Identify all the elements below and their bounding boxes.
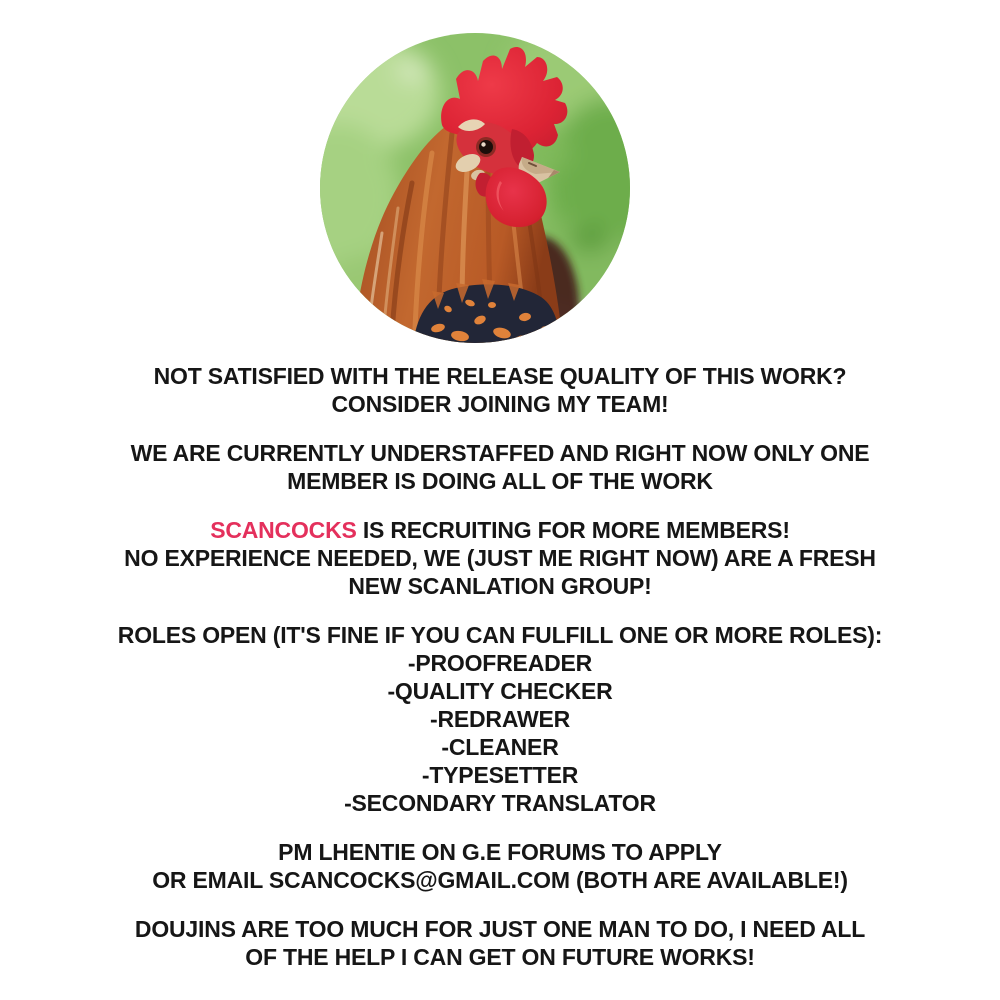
understaffed-line-1: WE ARE CURRENTLY UNDERSTAFFED AND RIGHT NOW ONLY ONE (130, 440, 870, 466)
understaffed-paragraph (0, 439, 1000, 495)
contact-line-2: OR EMAIL SCANCOCKS@GMAIL.COM (BOTH ARE AVAILABLE!) (152, 867, 848, 893)
outro-line-2: OF THE HELP I CAN GET ON FUTURE WORKS! (245, 944, 755, 970)
intro-line-2: CONSIDER JOINING MY TEAM! (331, 391, 669, 417)
roles-heading: ROLES OPEN (IT'S FINE IF YOU CAN FULFILL ONE OR MORE ROLES): (117, 622, 883, 648)
rooster-avatar (320, 33, 630, 343)
outro-paragraph (0, 915, 1000, 971)
intro-line-1: NOT SATISFIED WITH THE RELEASE QUALITY OF THIS WORK? (153, 363, 847, 389)
role-item-secondary-translator: -SECONDARY TRANSLATOR (344, 790, 656, 816)
rooster-photo-icon (320, 33, 630, 343)
recruiting-line-3: NEW SCANLATION GROUP! (348, 573, 652, 599)
recruiting-line-2: NO EXPERIENCE NEEDED, WE (JUST ME RIGHT NOW) ARE A FRESH (124, 545, 876, 571)
role-item-proofreader: -PROOFREADER (407, 650, 593, 676)
contact-line-1: PM LHENTIE ON G.E FORUMS TO APPLY (278, 839, 722, 865)
recruiting-line-1 (0, 516, 1000, 544)
role-item-redrawer: -REDRAWER (429, 706, 571, 732)
contact-paragraph (0, 838, 1000, 894)
understaffed-line-2: MEMBER IS DOING ALL OF THE WORK (287, 468, 713, 494)
roles-paragraph (0, 621, 1000, 817)
role-item-cleaner: -CLEANER (441, 734, 559, 760)
recruiting-line-1-rest: IS RECRUITING FOR MORE MEMBERS! (356, 517, 790, 543)
group-name: SCANCOCKS (210, 517, 357, 543)
outro-line-1: DOUJINS ARE TOO MUCH FOR JUST ONE MAN TO DO, I NEED ALL (134, 916, 866, 942)
intro-paragraph (0, 362, 1000, 418)
recruitment-notice (0, 362, 1000, 992)
recruiting-paragraph (0, 516, 1000, 600)
role-item-typesetter: -TYPESETTER (421, 762, 579, 788)
role-item-quality-checker: -QUALITY CHECKER (387, 678, 613, 704)
